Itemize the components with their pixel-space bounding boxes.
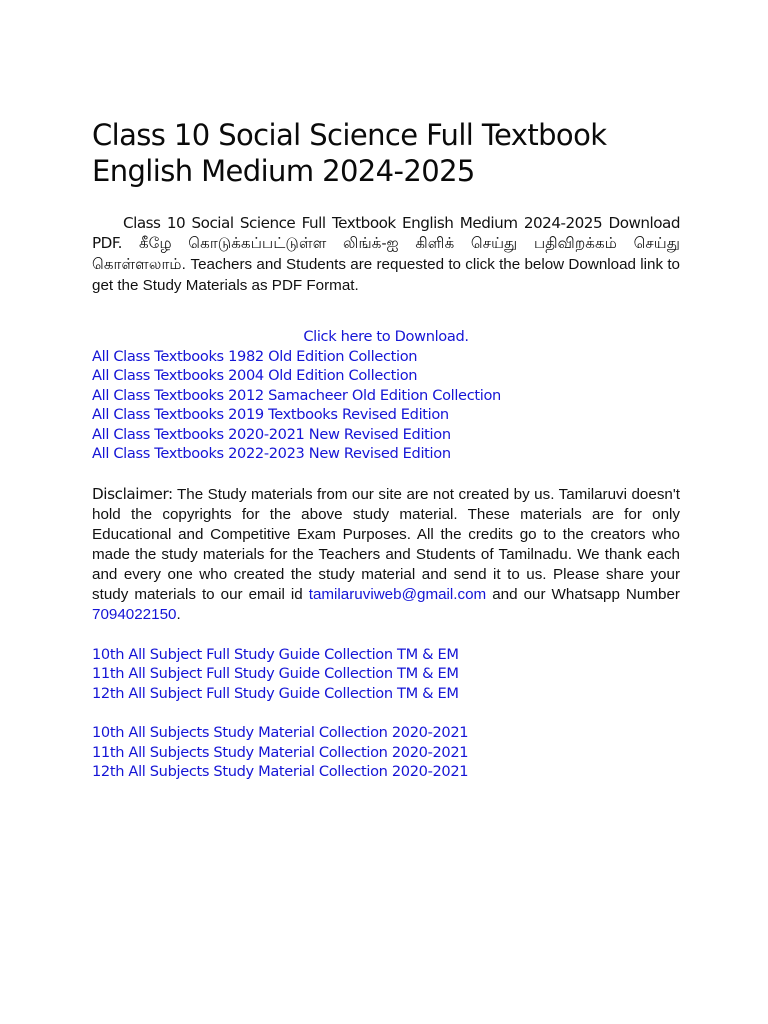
- list-item: [92, 444, 680, 464]
- list-item: [92, 405, 680, 425]
- guide-link-11th[interactable]: 11th All Subject Full Study Guide Collection TM & EM: [92, 665, 459, 682]
- intro-rest: Teachers and Students are requested to click the below Download link to get the Study Materials as PDF Format.: [92, 256, 680, 294]
- textbook-link-2019[interactable]: All Class Textbooks 2019 Textbooks Revised Edition: [92, 406, 449, 423]
- title-line-1: Class 10 Social Science Full Textbook: [92, 118, 607, 152]
- list-item: [92, 386, 680, 406]
- material-link-11th[interactable]: 11th All Subjects Study Material Collection 2020-2021: [92, 743, 469, 761]
- textbook-links-list: [92, 347, 680, 464]
- disclaimer-text-1: The Study materials from our site are not created by us. Tamilaruvi doesn't hold the copyrights for the above study material. These materials are for only Educational and Competitive Exam Purposes. All the credits go to the creators who made the study materials for the Teachers and Students of Tamilnadu. We thank each and every one who created the study material and send it to us. Please share your study materials to our email id: [92, 485, 680, 603]
- study-guide-links-list: [92, 645, 680, 704]
- textbook-link-1982[interactable]: All Class Textbooks 1982 Old Edition Collection: [92, 347, 418, 365]
- list-item: [92, 347, 680, 367]
- document-content: [92, 117, 680, 782]
- title-line-2: English Medium 2024-2025: [92, 154, 475, 188]
- list-item: [92, 425, 680, 445]
- intro-tamil: கீழே கொடுக்கப்பட்டுள்ள லிங்க்-ஐ கிளிக் செய்து பதிவிறக்கம் செய்து கொள்ளலாம்.: [92, 235, 680, 273]
- disclaimer-label: Disclaimer:: [92, 484, 173, 503]
- textbook-link-2020[interactable]: All Class Textbooks 2020-2021 New Revised Edition: [92, 425, 451, 443]
- disclaimer-end: .: [176, 605, 181, 623]
- intro-lead: Class 10 Social Science Full Textbook English Medium 2024-2025 Download PDF.: [92, 214, 680, 252]
- study-material-links-list: [92, 723, 680, 782]
- textbook-link-2022[interactable]: All Class Textbooks 2022-2023 New Revised Edition: [92, 445, 451, 462]
- material-link-10th[interactable]: 10th All Subjects Study Material Collection 2020-2021: [92, 724, 469, 741]
- download-section: [92, 327, 680, 347]
- disclaimer-text-2: and our Whatsapp Number: [492, 585, 680, 603]
- page-title: [92, 117, 680, 189]
- list-item: [92, 743, 680, 763]
- list-item: [92, 366, 680, 386]
- email-link[interactable]: tamilaruviweb@gmail.com: [308, 585, 487, 603]
- list-item: [92, 684, 680, 704]
- material-link-12th[interactable]: 12th All Subjects Study Material Collection 2020-2021: [92, 763, 469, 780]
- list-item: [92, 664, 680, 684]
- list-item: [92, 762, 680, 782]
- whatsapp-link[interactable]: 7094022150: [92, 605, 177, 623]
- list-item: [92, 723, 680, 743]
- list-item: [92, 645, 680, 665]
- textbook-link-2012[interactable]: All Class Textbooks 2012 Samacheer Old Edition Collection: [92, 386, 501, 404]
- textbook-link-2004[interactable]: All Class Textbooks 2004 Old Edition Collection: [92, 367, 418, 384]
- guide-link-12th[interactable]: 12th All Subject Full Study Guide Collection TM & EM: [92, 684, 459, 702]
- intro-paragraph: [92, 213, 680, 296]
- download-link[interactable]: Click here to Download.: [303, 328, 469, 345]
- guide-link-10th[interactable]: 10th All Subject Full Study Guide Collection TM & EM: [92, 645, 459, 663]
- disclaimer-paragraph: [92, 484, 680, 625]
